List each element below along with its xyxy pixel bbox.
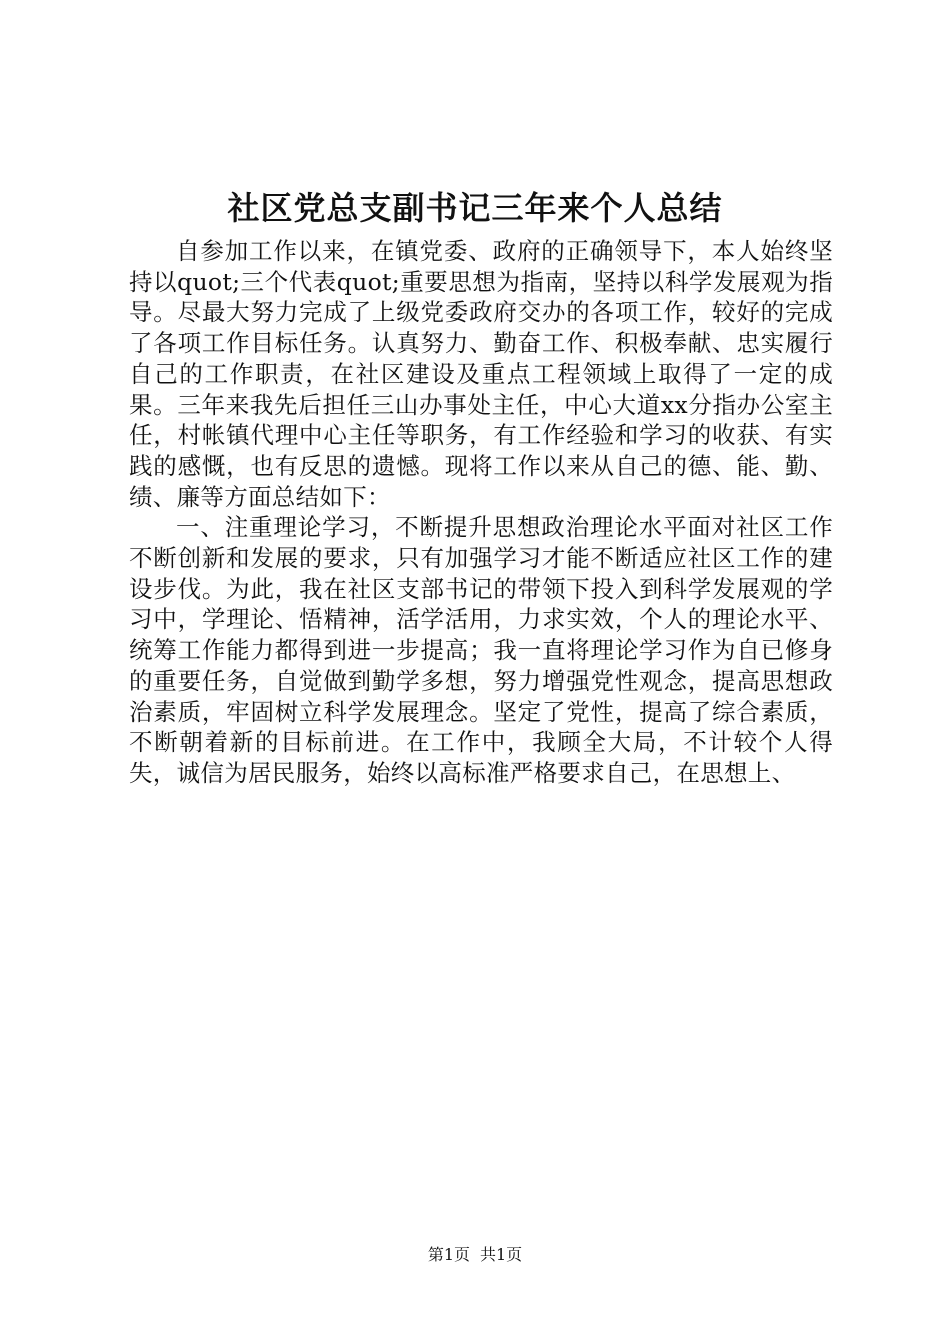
document-title: 社区党总支副书记三年来个人总结 (227, 189, 723, 227)
paragraph-2: 一、注重理论学习，不断提升思想政治理论水平面对社区工作不断创新和发展的要求，只有加强学习才能不断适应社区工作的建设步伐。为此，我在社区支部书记的带领下投入到科学发展观的学习中，学理论、悟精神，活学活用，力求实效，个人的理论水平、统筹工作能力都得到进一步提高；我一直将理论学习作为自已修身的重要任务，自觉做到勤学多想，努力增强党性观念，提高思想政治素质，牢固树立科学发展理念。坚定了党性，提高了综合素质，不断朝着新的目标前进。在工作中，我顾全大局，不计较个人得失，诚信为居民服务，始终以高标准严格要求自己，在思想上、 (129, 513, 833, 787)
paragraph-1: 自参加工作以来，在镇党委、政府的正确领导下，本人始终坚持以quot;三个代表quot;重要思想为指南，坚持以科学发展观为指导。尽最大努力完成了上级党委政府交办的各项工作，较好的完成了各项工作目标任务。认真努力、勤奋工作、积极奉献、忠实履行自己的工作职责，在社区建设及重点工程领域上取得了一定的成果。三年来我先后担任三山办事处主任，中心大道xx分指办公室主任，村帐镇代理中心主任等职务，有工作经验和学习的收获、有实践的感慨，也有反思的遗憾。现将工作以来从自己的德、能、勤、绩、廉等方面总结如下： (129, 237, 833, 511)
document-body (129, 236, 833, 789)
page-total: 共1页 (480, 1245, 523, 1264)
page-number: 第1页 (427, 1245, 470, 1264)
page-footer (0, 1244, 950, 1266)
